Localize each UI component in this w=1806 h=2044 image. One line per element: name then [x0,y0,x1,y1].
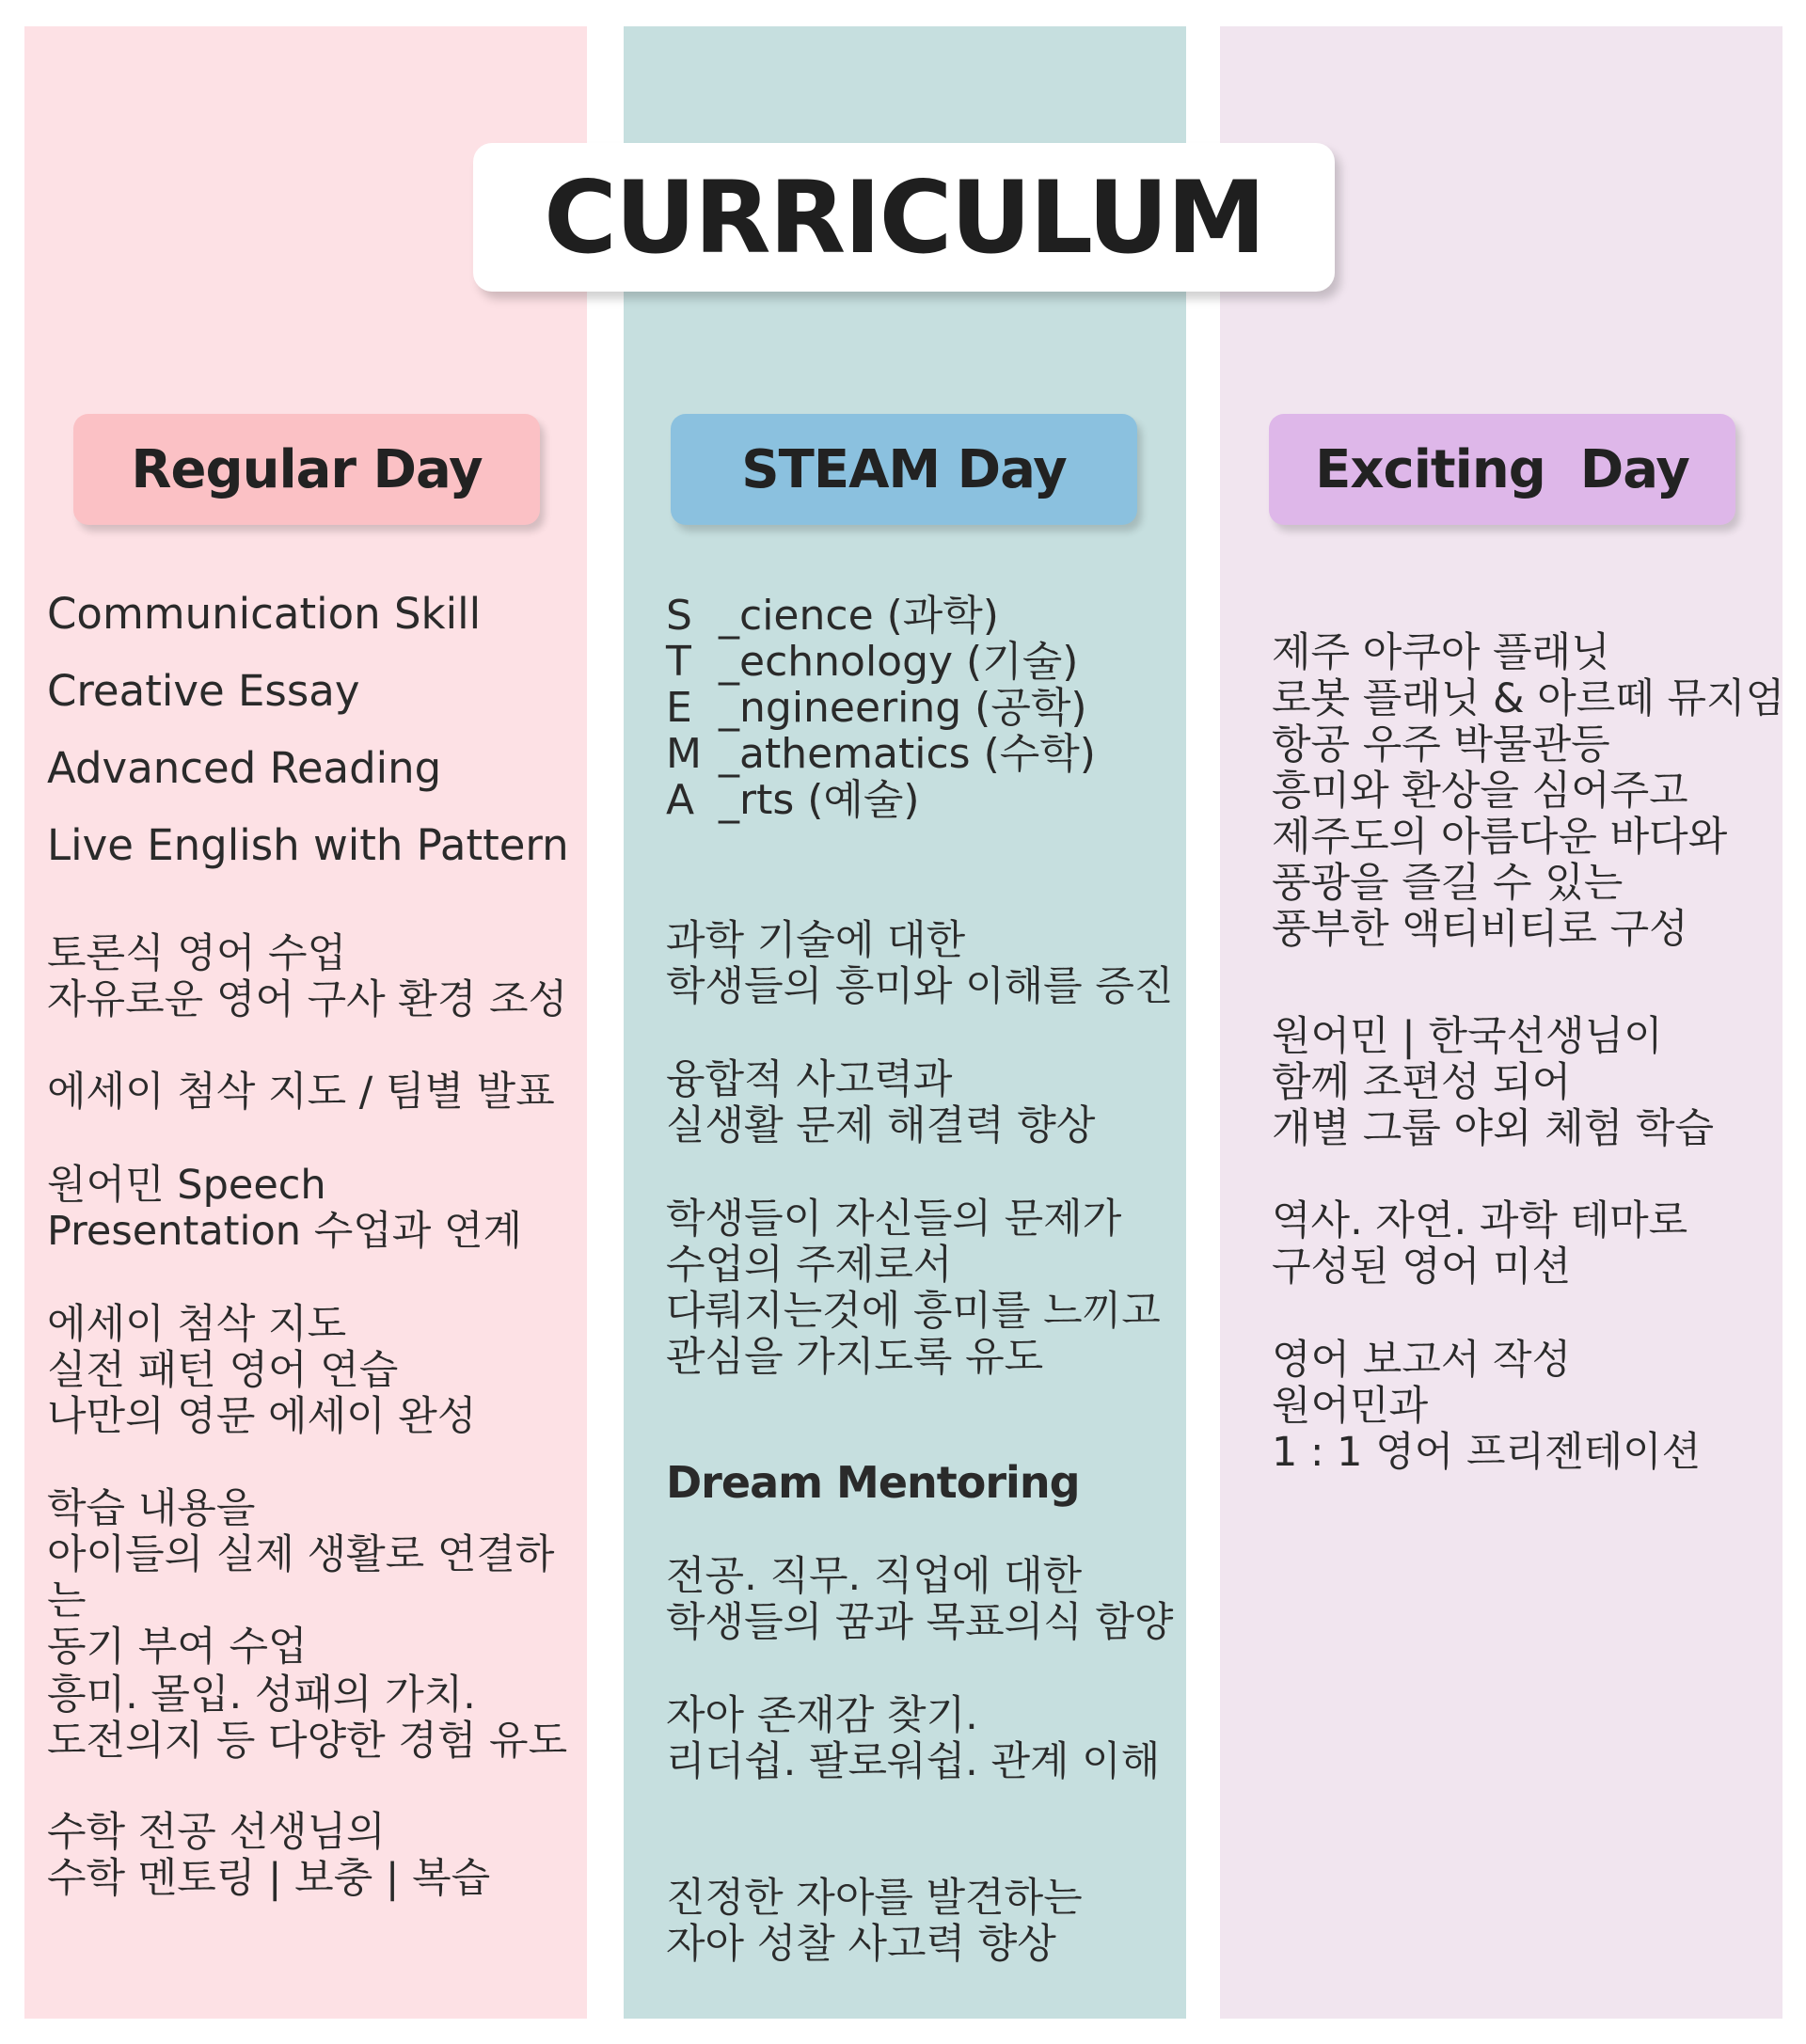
regular-block [47,1810,583,1902]
skill-item: Live English with Pattern [47,820,569,870]
regular-block-text: 흥미. 몰입. 성패의 가치. 도전의지 등 다양한 경험 유도 [47,1672,568,1765]
mentoring-block-text: 전공. 직무. 직업에 대한 학생들의 꿈과 목표의식 함양 [666,1553,1174,1646]
skill-item: Communication Skill [47,589,482,639]
steam-day-heading-label: STEAM Day [741,438,1067,500]
steam-row [666,639,1183,685]
regular-block [47,1486,583,1671]
steam-word: _athematics (수학) [719,730,1096,778]
steam-word: _echnology (기술) [719,638,1079,686]
exciting-day-heading [1269,414,1735,525]
skill-item: Advanced Reading [47,743,442,793]
exciting-block [1272,1014,1798,1152]
steam-word: _rts (예술) [719,776,920,824]
steam-block-text: 융합적 사고력과 실생활 문제 해결력 향상 [666,1056,1096,1149]
regular-day-heading-label: Regular Day [131,438,483,500]
mentoring-block-text: 자아 존재감 찾기. 리더쉽. 팔로워쉽. 관계 이해 [666,1692,1161,1785]
steam-acronym-list [666,593,1183,823]
steam-row [666,777,1183,823]
steam-letter: T [666,638,691,686]
exciting-block-text: 역사. 자연. 과학 테마로 구성된 영어 미션 [1272,1197,1688,1291]
mentoring-block [666,1554,1183,1646]
page-title: CURRICULUM [544,159,1264,276]
regular-block [47,1070,583,1116]
steam-block [666,1196,1183,1381]
regular-block-text: 수학 전공 선생님의 수학 멘토링 | 보충 | 복습 [47,1809,491,1902]
exciting-block-text: 원어민 | 한국선생님이 함께 조편성 되어 개별 그룹 야외 체험 학습 [1272,1013,1715,1152]
regular-block [47,931,583,1023]
regular-block [47,1163,583,1255]
steam-letter: S [666,592,692,640]
steam-row [666,685,1183,731]
exciting-day-heading-label: Exciting Day [1315,438,1689,500]
steam-word: _ngineering (공학) [719,684,1087,732]
steam-block [666,1057,1183,1149]
title-card [473,143,1335,292]
exciting-block [1272,630,1798,953]
regular-block-text: 원어민 Speech Presentation 수업과 연계 [47,1162,523,1255]
steam-word: _cience (과학) [719,592,999,640]
steam-letter: A [666,776,695,824]
exciting-block [1272,1338,1798,1476]
regular-block [47,1302,583,1440]
steam-block [666,918,1183,1010]
exciting-block [1272,1198,1798,1291]
steam-block-text: 과학 기술에 대한 학생들의 흥미와 이해를 증진 [666,917,1174,1010]
regular-day-heading [73,414,540,525]
skill-item: Creative Essay [47,666,360,716]
exciting-block-text: 영어 보고서 작성 원어민과 1 : 1 영어 프리젠테이션 [1272,1337,1702,1476]
steam-letter: M [666,730,702,778]
exciting-block-text: 제주 아쿠아 플래닛 로봇 플래닛 & 아르떼 뮤지엄 항공 우주 박물관등 흥미와 환상을 심어주고 제주도의 아름다운 바다와 풍광을 즐길 수 있는 풍부한 액티비티로 구성 [1272,629,1785,953]
mentoring-block [666,1693,1183,1785]
regular-block-text: 에세이 첨삭 지도 / 팀별 발표 [47,1069,555,1116]
steam-letter: E [666,684,692,732]
steam-row [666,593,1183,639]
regular-block [47,1672,583,1765]
regular-block-text: 학습 내용을 아이들의 실제 생활로 연결하는 동기 부여 수업 [47,1485,555,1671]
steam-day-heading [671,414,1137,525]
regular-block-text: 에세이 첨삭 지도 실전 패턴 영어 연습 나만의 영문 에세이 완성 [47,1301,477,1440]
mentoring-block-text: 진정한 자아를 발견하는 자아 성찰 사고력 향상 [666,1875,1083,1968]
mentoring-block [666,1876,1183,1968]
steam-row [666,731,1183,777]
regular-block-text: 토론식 영어 수업 자유로운 영어 구사 환경 조성 [47,930,568,1023]
skill-list [47,576,583,884]
steam-block-text: 학생들이 자신들의 문제가 수업의 주제로서 다뤄지는것에 흥미를 느끼고 관심을 가지도록 유도 [666,1196,1161,1381]
dream-mentoring-heading: Dream Mentoring [666,1457,1080,1508]
